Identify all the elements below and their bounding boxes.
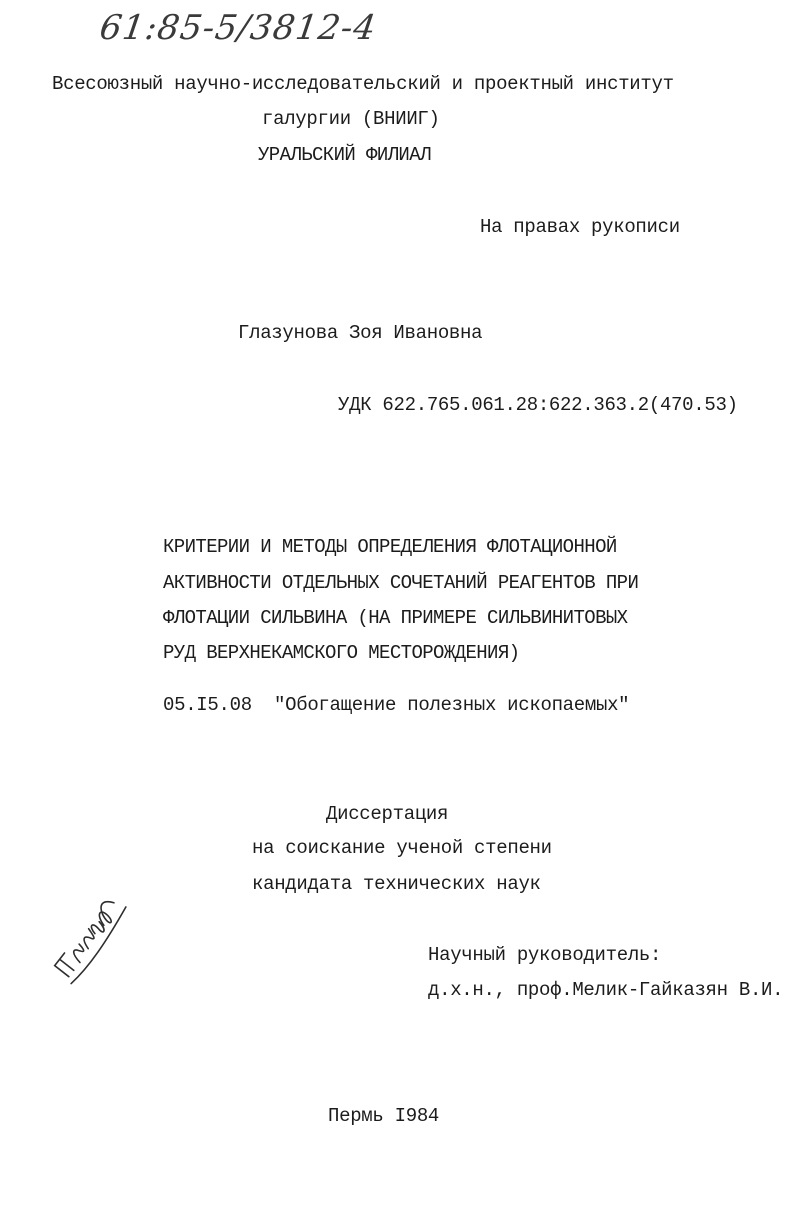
branch-name: УРАЛЬСКИЙ ФИЛИАЛ: [258, 144, 431, 166]
specialty-code: 05.I5.08 "Обогащение полезных ископаемых": [163, 694, 630, 716]
manuscript-note: На правах рукописи: [480, 216, 680, 238]
supervisor-label: Научный руководитель:: [428, 944, 662, 966]
degree-field: кандидата технических наук: [252, 873, 541, 895]
city-year: Пермь I984: [328, 1105, 440, 1127]
author-signature: [40, 880, 150, 1000]
author-name: Глазунова Зоя Ивановна: [238, 322, 483, 344]
title-line: ФЛОТАЦИИ СИЛЬВИНА (НА ПРИМЕРЕ СИЛЬВИНИТОВЫХ: [163, 607, 628, 629]
title-line: АКТИВНОСТИ ОТДЕЛЬНЫХ СОЧЕТАНИЙ РЕАГЕНТОВ ПРИ: [163, 572, 639, 594]
institute-name-line1: Всесоюзный научно-исследовательский и проектный институт: [52, 73, 674, 95]
supervisor-name: д.х.н., проф.Мелик-Гайказян В.И.: [428, 979, 784, 1001]
dissertation-label: Диссертация: [326, 803, 449, 825]
degree-line: на соискание ученой степени: [252, 837, 552, 859]
udc-code: УДК 622.765.061.28:622.363.2(470.53): [338, 394, 738, 416]
institute-name-line2: галургии (ВНИИГ): [262, 108, 440, 130]
title-line: РУД ВЕРХНЕКАМСКОГО МЕСТОРОЖДЕНИЯ): [163, 642, 520, 664]
title-line: КРИТЕРИИ И МЕТОДЫ ОПРЕДЕЛЕНИЯ ФЛОТАЦИОННОЙ: [163, 536, 617, 558]
handwritten-archive-number: 61:85-5/3812-4: [97, 8, 380, 48]
